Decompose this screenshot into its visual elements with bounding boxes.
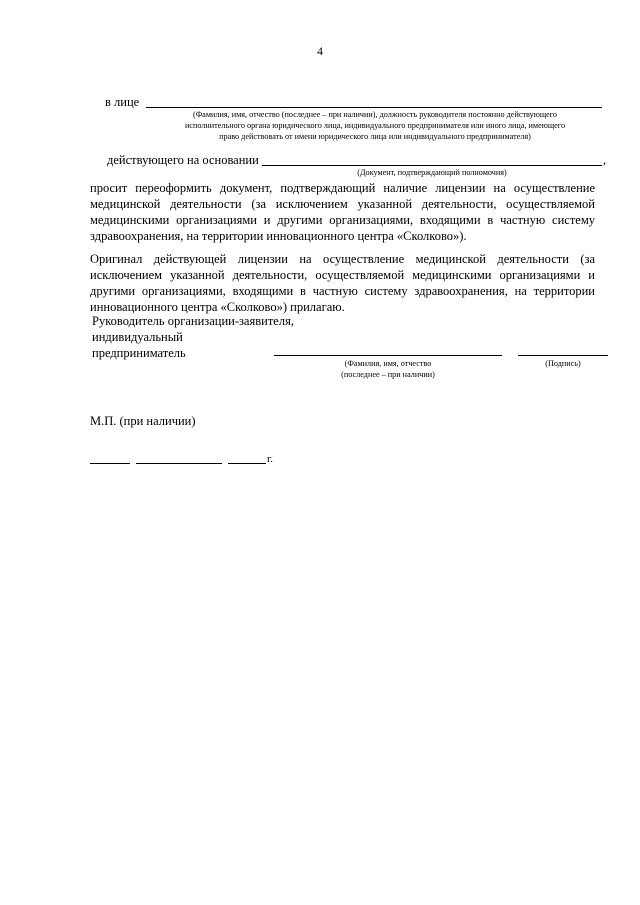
basis-comma: , <box>603 153 607 167</box>
signer-role-line-3: предприниматель <box>92 346 186 360</box>
date-suffix: г. <box>267 453 274 465</box>
date-year-line[interactable] <box>228 463 266 464</box>
signature-note: (Подпись) <box>545 359 581 368</box>
signer-role-line-2: индивидуальный <box>92 330 183 344</box>
signature-line[interactable] <box>518 355 608 356</box>
v-litse-label: в лице <box>105 95 140 109</box>
stamp-label: М.П. (при наличии) <box>90 414 196 428</box>
date-month-line[interactable] <box>136 463 222 464</box>
signer-name-note-1: (Фамилия, имя, отчество <box>344 359 432 368</box>
v-litse-input-line[interactable] <box>146 107 602 108</box>
v-litse-note-3: право действовать от имени юридического лица или индивидуального предпринимателя) <box>219 132 531 141</box>
v-litse-note-1: (Фамилия, имя, отчество (последнее – при наличии), должность руководителя постоянно действующего <box>192 110 558 119</box>
date-day-line[interactable] <box>90 463 130 464</box>
original-paragraph: Оригинал действующей лицензии на осуществление медицинской деятельности (за исключением указанной деятельности, осуществляемой медицинскими организациями и другими организациями, входящими в частную систему здравоохранения, на территории инновационного центра «Сколково») прилагаю. <box>90 252 595 314</box>
document-note: (Документ, подтверждающий полномочия) <box>357 168 507 177</box>
request-paragraph: просит переоформить документ, подтверждающий наличие лицензии на осуществление медицинской деятельности (за исключением указанной деятельности, осуществляемой медицинскими организациями и другими организациями, входящими в частную систему здравоохранения, на территории инновационного центра «Сколково»). <box>90 181 595 243</box>
signer-name-note-2: (последнее – при наличии) <box>341 370 435 379</box>
basis-label: действующего на основании <box>107 153 259 167</box>
signer-role-line-1: Руководитель организации-заявителя, <box>92 314 294 328</box>
signer-name-line[interactable] <box>274 355 502 356</box>
basis-input-line[interactable] <box>262 165 602 166</box>
v-litse-note-2: исполнительного органа юридического лица, индивидуального предпринимателя или иного лица, имеющего <box>184 121 566 130</box>
page-number: 4 <box>317 44 323 58</box>
